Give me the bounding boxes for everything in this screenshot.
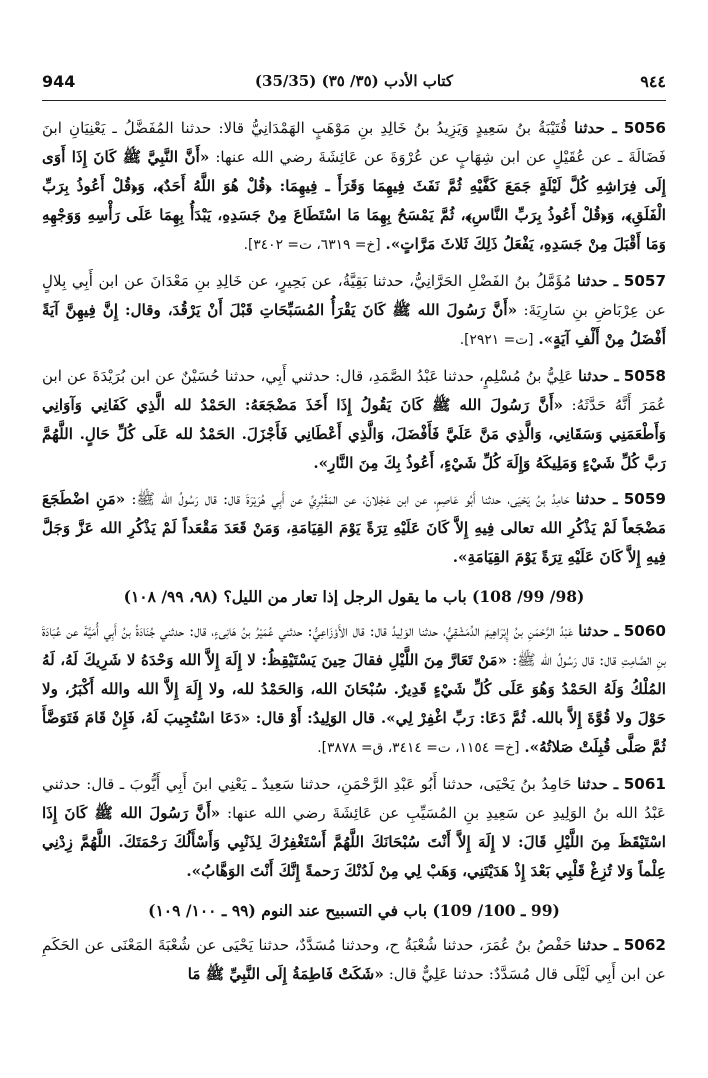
hadith-5062: 5062 ـ حدثنا حَفْصُ بنُ عُمَرَ، حدثنا شُعْبَةُ ح، وحدثنا مُسَدَّدٌ، حدثنا يَحْيَى عن شُعْبَةَ المَعْنَى عن الحَكَمِ عن ابن أَبِي لَيْلَى قال مُسَدَّدٌ: حدثنا عَلِيٌّ قال: «شَكَتْ فَاطِمَةُ إِلَى النَّبِيِّ ﷺ مَا [42,936,666,983]
running-title: (35/35) كتاب الأدب (٣٥/ ٣٥) [254,72,454,90]
page-number-latin: 944 [42,72,76,91]
isnad: حَامِدُ بنُ يَحْيَى، حدثنا أَبُو عَبْدِ الرَّحْمَنِ، حدثنا سَعِيدٌ ـ يَعْنِي ابنَ أَبِي أَيُّوبَ ـ قال: حدثني عَبْدُ الله بنُ الوَلِيدِ عن سَعِيدِ بنِ المُسَيِّبِ عن عَائِشَةَ رضي الله عنها: [42,775,666,822]
cross-reference: [خ= ١١٥٤، ت= ٣٤١٤، ق= ٣٨٧٨]. [317,740,520,756]
page-header [42,66,666,101]
hadith-5056: 5056 ـ حدثنا قُتَيْبَةُ بنُ سَعِيدٍ وَيَزِيدُ بنُ خَالِدِ بنِ مَوْهَبٍ الهَمْدَانِيُّ قالا: حدثنا المُفَضَّلُ ـ يَعْنِيَانِ ابنَ فَضَالَةَ ـ عن عُقَيْلٍ عن ابن شِهَابٍ عن عُرْوَةَ عن عَائِشَةَ رضي الله عنها: «أَنَّ النَّبِيَّ ﷺ كَانَ إِذَا أَوَى إِلَى فِرَاشِهِ كُلَّ لَيْلَةٍ جَمَعَ كَفَّيْهِ ثُمَّ نَفَثَ فِيهِمَا وَقَرَأَ ـ فِيهِمَا: ﴿قُلْ هُوَ اللَّهُ أَحَدٌ﴾، وَ﴿قُلْ أَعُوذُ بِرَبِّ الْفَلَقِ﴾، وَ﴿قُلْ أَعُوذُ بِرَبِّ النَّاسِ﴾، ثُمَّ يَمْسَحُ بِهِمَا مَا اسْتَطَاعَ مِنْ جَسَدِهِ، يَبْدَأُ بِهِمَا عَلَى رَأْسِهِ وَوَجْهِهِ وَمَا أَقْبَلَ مِنْ جَسَدِهِ، يَفْعَلُ ذَلِكَ ثَلاثَ مَرَّاتٍ». [خ= ٦٣١٩، ت= ٣٤٠٢]. [42,119,666,253]
hadith-number: 5059 [623,490,666,508]
isnad: حَامِدُ بنُ يَحْيَى، حدثنا أَبُو عَاصِمٍ، عن ابن عَجْلانَ، عن المَقْبُرِيِّ عن أَبِي هُرَيْرَةَ قال: قال رَسُولُ الله ﷺ: [131,490,570,508]
isnad: عَبْدُ الرَّحْمَنِ بنُ إِبْرَاهِيمَ الدِّمَشْقِيُّ، حدثنا الوَلِيدُ قال: قال الأَوْزَاعِيُّ: حدثني عُمَيْرُ بنُ هَانِىءٍ، قال: حدثني جُنَادَةُ بنُ أَبِي أُمَيَّةَ عن عُبَادَةَ بنِ الصَّامِتِ قال: قال رَسُولُ الله ﷺ: [42,622,666,669]
hadith-number: 5062 [623,936,666,954]
cross-reference: [خ= ٦٣١٩، ت= ٣٤٠٢]. [243,237,381,253]
hadith-number: 5058 [623,367,666,385]
hadith-5060: 5060 ـ حدثنا عَبْدُ الرَّحْمَنِ بنُ إِبْرَاهِيمَ الدِّمَشْقِيُّ، حدثنا الوَلِيدُ قال: قال الأَوْزَاعِيُّ: حدثني عُمَيْرُ بنُ هَانِىءٍ، قال: حدثني جُنَادَةُ بنُ أَبِي أُمَيَّةَ عن عُبَادَةَ بنِ الصَّامِتِ قال: قال رَسُولُ الله ﷺ: «مَنْ تَعَارَّ مِنَ اللَّيْلِ فقالَ حِينَ يَسْتَيْقِظُ: لا إِلَهَ إِلاَّ الله وَحْدَهُ لا شَرِيكَ لَهُ، لَهُ المُلْكُ وَلَهُ الحَمْدُ وَهُوَ عَلَى كُلِّ شَيْءٍ قَدِيرٌ. سُبْحَانَ الله، وَالحَمْدُ لله، ولا إِلَهَ إِلاَّ الله والله أَكْبَرُ، ولا حَوْلَ ولا قُوَّةَ إِلاَّ بالله. ثُمَّ دَعَا: رَبِّ اغْفِرْ لِي». قال الوَلِيدُ: أَوْ قال: «دَعَا اسْتُجِيبَ لَهُ، فَإِنْ قَامَ فَتَوَضَّأَ ثُمَّ صَلَّى قُبِلَتْ صَلاتُهُ». [خ= ١١٥٤، ت= ٣٤١٤، ق= ٣٨٧٨]. [42,622,666,756]
matn: «أَنَّ رَسُولَ الله ﷺ كَانَ إِذَا اسْتَيْقَظَ مِنَ اللَّيْلِ قَالَ: لا إِلَهَ إِلاَّ أَنْتَ سُبْحَانَكَ اللَّهُمَّ أَسْتَغْفِرُكَ لِذَنْبِي وَأَسْأَلُكَ رَحْمَتَكَ. اللَّهُمَّ زِدْنِي عِلْماً وَلا تُزِغْ قَلْبِي بَعْدَ إِذْ هَدَيْتَنِي، وَهَبْ لِي مِنْ لَدُنْكَ رَحمةً إِنَّكَ أَنْتَ الوَهَّابُ». [42,804,666,880]
isnad: مُؤَمَّلُ بنُ الفَضْلِ الحَرَّانِيُّ، حدثنا بَقِيَّةُ، عن بَحِيرٍ، عن خَالِدِ بنِ مَعْدَانَ عن ابن أَبِي بِلالٍ عن عِرْبَاضِ بنِ سَارِيَةَ: [42,272,666,319]
hadith-5058: 5058 ـ حدثنا عَلِيُّ بنُ مُسْلِمٍ، حدثنا عَبْدُ الصَّمَدِ، قال: حدثني أَبِي، حدثنا حُسَيْنٌ عن ابن بُرَيْدَةَ عن ابن عُمَرَ أَنَّهُ حَدَّثَهُ: «أَنَّ رَسُولَ الله ﷺ كَانَ يَقُولُ إِذَا أَخَذَ مَضْجَعَهُ: الحَمْدُ لله الَّذِي كَفَانِي وَآوَانِي وَأَطْعَمَنِي وَسَقَانِي، وَالَّذِي مَنَّ عَلَيَّ فَأَفْضَلَ، وَالَّذِي أَعْطَانِي فَأَجْزَلَ. الحَمْدُ لله عَلَى كُلِّ حَالٍ. اللَّهُمَّ رَبَّ كُلِّ شَيْءٍ وَمَلِيكَهُ وَإِلَهَ كُلِّ شَيْءٍ، أَعُوذُ بِكَ مِنَ النَّارِ». [42,367,666,472]
matn: «مَنِ اضْطَجَعَ مَضْجَعاً لَمْ يَذْكُرِ الله تعالى فِيهِ إِلاَّ كَانَ عَلَيْهِ تِرَةً يَوْمَ القِيَامَةِ، وَمَنْ قَعَدَ مَقْعَداً لَمْ يَذْكُرِ الله عَزَّ وَجَلَّ فِيهِ إِلاَّ كَانَ عَلَيْهِ تِرَةً يَوْمَ القِيَامَةِ». [42,490,666,566]
page-number-arabic: ٩٤٤ [640,72,666,91]
isnad: حَفْصُ بنُ عُمَرَ، حدثنا شُعْبَةُ ح، وحدثنا مُسَدَّدٌ، حدثنا يَحْيَى عن شُعْبَةَ المَعْنَى عن الحَكَمِ عن ابن أَبِي لَيْلَى قال مُسَدَّدٌ: حدثنا عَلِيٌّ قال: [42,936,666,983]
page-body [42,114,666,1072]
matn: «أَنَّ النَّبِيَّ ﷺ كَانَ إِذَا أَوَى إِلَى فِرَاشِهِ كُلَّ لَيْلَةٍ جَمَعَ كَفَّيْهِ ثُمَّ نَفَثَ فِيهِمَا وَقَرَأَ ـ فِيهِمَا: ﴿قُلْ هُوَ اللَّهُ أَحَدٌ﴾، وَ﴿قُلْ أَعُوذُ بِرَبِّ الْفَلَقِ﴾، وَ﴿قُلْ أَعُوذُ بِرَبِّ النَّاسِ﴾، ثُمَّ يَمْسَحُ بِهِمَا مَا اسْتَطَاعَ مِنْ جَسَدِهِ، يَبْدَأُ بِهِمَا عَلَى رَأْسِهِ وَوَجْهِهِ وَمَا أَقْبَلَ مِنْ جَسَدِهِ، يَفْعَلُ ذَلِكَ ثَلاثَ مَرَّاتٍ». [42,148,666,253]
matn: «شَكَتْ فَاطِمَةُ إِلَى النَّبِيِّ ﷺ مَا [187,965,384,983]
matn: «أَنَّ رَسُولَ الله ﷺ كَانَ يَقْرَأُ المُسَبِّحَاتِ قَبْلَ أَنْ يَرْقُدَ، وقال: إِنَّ فِيهِنَّ آيَةً أَفْضَلُ مِنْ أَلْفِ آيَةٍ». [42,301,666,348]
hadith-5057: 5057 ـ حدثنا مُؤَمَّلُ بنُ الفَضْلِ الحَرَّانِيُّ، حدثنا بَقِيَّةُ، عن بَحِيرٍ، عن خَالِدِ بنِ مَعْدَانَ عن ابن أَبِي بِلالٍ عن عِرْبَاضِ بنِ سَارِيَةَ: «أَنَّ رَسُولَ الله ﷺ كَانَ يَقْرَأُ المُسَبِّحَاتِ قَبْلَ أَنْ يَرْقُدَ، وقال: إِنَّ فِيهِنَّ آيَةً أَفْضَلُ مِنْ أَلْفِ آيَةٍ». [ت= ٢٩٢١]. [42,272,666,348]
matn: «مَنْ تَعَارَّ مِنَ اللَّيْلِ فقالَ حِينَ يَسْتَيْقِظُ: لا إِلَهَ إِلاَّ الله وَحْدَهُ لا شَرِيكَ لَهُ، لَهُ المُلْكُ وَلَهُ الحَمْدُ وَهُوَ عَلَى كُلِّ شَيْءٍ قَدِيرٌ. سُبْحَانَ الله، وَالحَمْدُ لله، ولا إِلَهَ إِلاَّ الله والله أَكْبَرُ، ولا حَوْلَ ولا قُوَّةَ إِلاَّ بالله. ثُمَّ دَعَا: رَبِّ اغْفِرْ لِي». قال الوَلِيدُ: أَوْ قال: «دَعَا اسْتُجِيبَ لَهُ، فَإِنْ قَامَ فَتَوَضَّأَ ثُمَّ صَلَّى قُبِلَتْ صَلاتُهُ». [42,651,666,756]
hadith-number: 5056 [623,119,666,137]
isnad: عَلِيُّ بنُ مُسْلِمٍ، حدثنا عَبْدُ الصَّمَدِ، قال: حدثني أَبِي، حدثنا حُسَيْنٌ عن ابن بُرَيْدَةَ عن ابن عُمَرَ أَنَّهُ حَدَّثَهُ: [42,367,666,414]
hadith-5059: 5059 ـ حدثنا حَامِدُ بنُ يَحْيَى، حدثنا أَبُو عَاصِمٍ، عن ابن عَجْلانَ، عن المَقْبُرِيِّ عن أَبِي هُرَيْرَةَ قال: قال رَسُولُ الله ﷺ: «مَنِ اضْطَجَعَ مَضْجَعاً لَمْ يَذْكُرِ الله تعالى فِيهِ إِلاَّ كَانَ عَلَيْهِ تِرَةً يَوْمَ القِيَامَةِ، وَمَنْ قَعَدَ مَقْعَداً لَمْ يَذْكُرِ الله عَزَّ وَجَلَّ فِيهِ إِلاَّ كَانَ عَلَيْهِ تِرَةً يَوْمَ القِيَامَةِ». [42,490,666,566]
chapter-heading: (99 ـ 100/ 109) باب في التسبيح عند النوم (٩٩ ـ ١٠٠/ ١٠٩) [148,901,560,920]
hadith-number: 5057 [623,272,666,290]
matn: «أَنَّ رَسُولَ الله ﷺ كَانَ يَقُولُ إِذَا أَخَذَ مَضْجَعَهُ: الحَمْدُ لله الَّذِي كَفَانِي وَآوَانِي وَأَطْعَمَنِي وَسَقَانِي، وَالَّذِي مَنَّ عَلَيَّ فَأَفْضَلَ، وَالَّذِي أَعْطَانِي فَأَجْزَلَ. الحَمْدُ لله عَلَى كُلِّ حَالٍ. اللَّهُمَّ رَبَّ كُلِّ شَيْءٍ وَمَلِيكَهُ وَإِلَهَ كُلِّ شَيْءٍ، أَعُوذُ بِكَ مِنَ النَّارِ». [42,396,666,472]
hadith-5061: 5061 ـ حدثنا حَامِدُ بنُ يَحْيَى، حدثنا أَبُو عَبْدِ الرَّحْمَنِ، حدثنا سَعِيدٌ ـ يَعْنِي ابنَ أَبِي أَيُّوبَ ـ قال: حدثني عَبْدُ الله بنُ الوَلِيدِ عن سَعِيدِ بنِ المُسَيِّبِ عن عَائِشَةَ رضي الله عنها: «أَنَّ رَسُولَ الله ﷺ كَانَ إِذَا اسْتَيْقَظَ مِنَ اللَّيْلِ قَالَ: لا إِلَهَ إِلاَّ أَنْتَ سُبْحَانَكَ اللَّهُمَّ أَسْتَغْفِرُكَ لِذَنْبِي وَأَسْأَلُكَ رَحْمَتَكَ. اللَّهُمَّ زِدْنِي عِلْماً وَلا تُزِغْ قَلْبِي بَعْدَ إِذْ هَدَيْتَنِي، وَهَبْ لِي مِنْ لَدُنْكَ رَحمةً إِنَّكَ أَنْتَ الوَهَّابُ». [42,775,666,880]
hadith-number: 5060 [623,622,666,640]
cross-reference: [ت= ٢٩٢١]. [459,332,534,348]
chapter-heading: (98/ 99/ 108) باب ما يقول الرجل إذا تعار من الليل؟ (٩٨، ٩٩/ ١٠٨) [123,587,585,606]
hadith-number: 5061 [623,775,666,793]
isnad: قُتَيْبَةُ بنُ سَعِيدٍ وَيَزِيدُ بنُ خَالِدِ بنِ مَوْهَبٍ الهَمْدَانِيُّ قالا: حدثنا المُفَضَّلُ ـ يَعْنِيَانِ ابنَ فَضَالَةَ ـ عن عُقَيْلٍ عن ابن شِهَابٍ عن عُرْوَةَ عن عَائِشَةَ رضي الله عنها: [42,119,666,166]
